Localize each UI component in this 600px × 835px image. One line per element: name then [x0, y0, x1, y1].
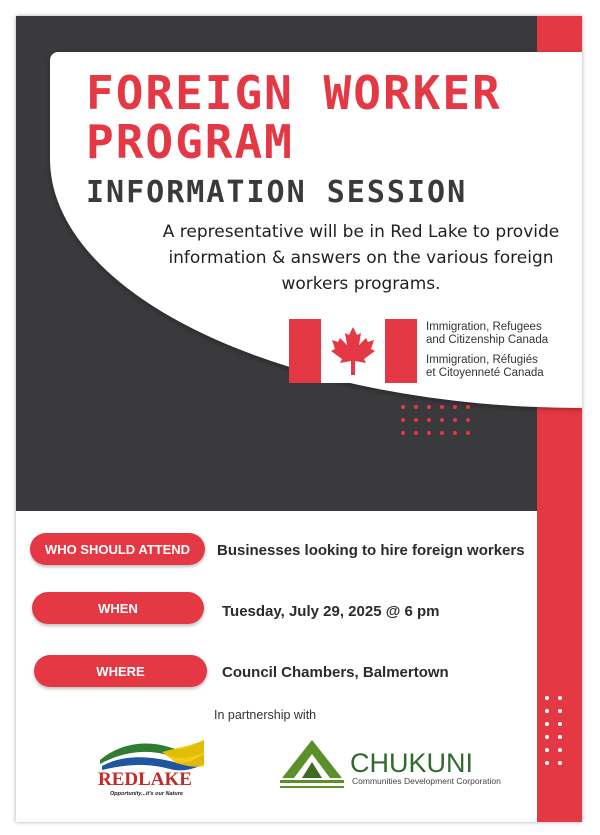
- where-label: WHERE: [34, 655, 207, 687]
- svg-text:CHUKUNI: CHUKUNI: [350, 748, 474, 778]
- chukuni-logo: [274, 738, 534, 794]
- decorative-dots-bottom: [545, 696, 575, 776]
- title-line-2: PROGRAM: [86, 115, 294, 169]
- subtitle: INFORMATION SESSION: [86, 175, 468, 210]
- government-english: Immigration, Refugees and Citizenship Canada: [426, 321, 549, 346]
- svg-text:Opportunity...it's our Nature: Opportunity...it's our Nature: [110, 791, 183, 797]
- who-should-attend-value: Businesses looking to hire foreign workers: [217, 542, 525, 559]
- when-label: WHEN: [32, 592, 204, 624]
- title-line-1: FOREIGN WORKER: [86, 66, 502, 120]
- decorative-dots-top: [401, 405, 481, 443]
- description: A representative will be in Red Lake to provide information & answers on the various foreign workers programs.: [162, 222, 560, 294]
- where-value: Council Chambers, Balmertown: [222, 664, 449, 681]
- poster: [16, 16, 582, 822]
- who-should-attend-label: WHO SHOULD ATTEND: [30, 533, 205, 565]
- svg-text:Communities Development Corpor: Communities Development Corporation: [352, 776, 501, 786]
- redlake-logo: [92, 736, 212, 798]
- government-french: Immigration, Réfugiés et Citoyenneté Canada: [426, 354, 544, 379]
- svg-text:REDLAKE: REDLAKE: [98, 769, 192, 790]
- when-value: Tuesday, July 29, 2025 @ 6 pm: [222, 603, 440, 620]
- canada-flag-icon: [289, 319, 417, 383]
- partnership-text: In partnership with: [214, 708, 317, 722]
